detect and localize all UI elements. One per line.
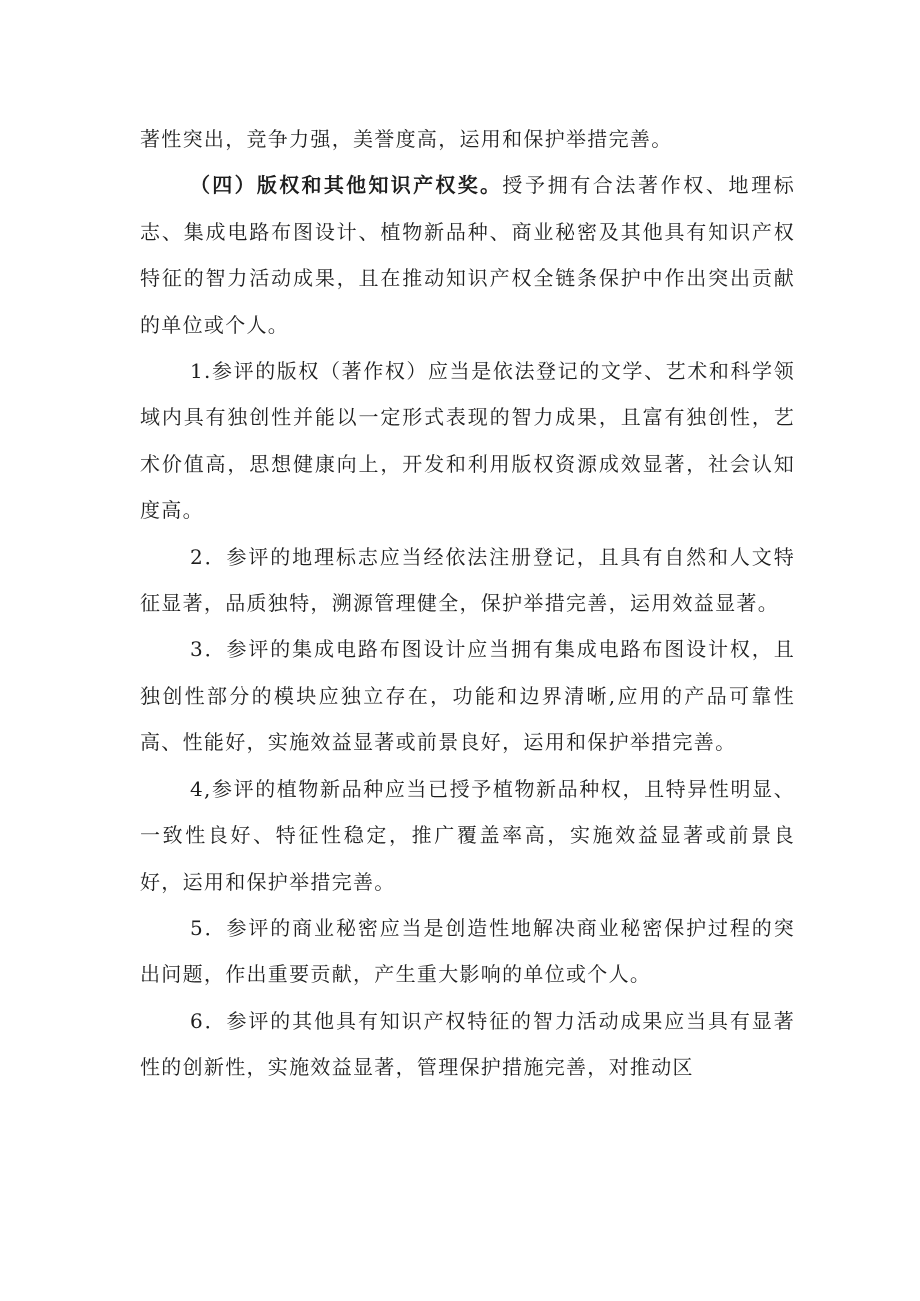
paragraph-item-trade-secret: 5．参评的商业秘密应当是创造性地解决商业秘密保护过程的突出问题，作出重要贡献，产生重大影响的单位或个人。 bbox=[140, 915, 795, 987]
paragraph-item-other-ip: 6．参评的其他具有知识产权特征的智力活动成果应当具有显著性的创新性，实施效益显著，管理保护措施完善，对推动区 bbox=[140, 1008, 795, 1080]
paragraph-continuation: 著性突出，竞争力强，美誉度高，运用和保护举措完善。 bbox=[140, 127, 673, 151]
paragraph-item-geographical-indication: 2．参评的地理标志应当经依法注册登记，且具有自然和人文特征显著，品质独特，溯源管理健全，保护举措完善，运用效益显著。 bbox=[140, 544, 795, 616]
paragraph-section-four bbox=[140, 162, 795, 348]
document-body bbox=[140, 116, 795, 1091]
paragraph-item-copyright: 1.参评的版权（著作权）应当是依法登记的文学、艺术和科学领域内具有独创性并能以一定形式表现的智力成果，且富有独创性，艺术价值高，思想健康向上，开发和利用版权资源成效显著，社会认知度高。 bbox=[140, 359, 795, 523]
paragraph-item-plant-variety: 4,参评的植物新品种应当已授予植物新品种权，且特异性明显、一致性良好、特征性稳定，推广覆盖率高，实施效益显著或前景良好，运用和保护举措完善。 bbox=[140, 776, 795, 894]
section-intro-text: 授予拥有合法著作权、地理标志、集成电路布图设计、植物新品种、商业秘密及其他具有知识产权特征的智力活动成果，且在推动知识产权全链条保护中作出突出贡献的单位或个人。 bbox=[140, 173, 795, 337]
section-heading: （四）版权和其他知识产权奖。 bbox=[190, 173, 503, 198]
paragraph-item-ic-layout-design: 3．参评的集成电路布图设计应当拥有集成电路布图设计权，且独创性部分的模块应独立存在，功能和边界清晰,应用的产品可靠性高、性能好，实施效益显著或前景良好，运用和保护举措完善。 bbox=[140, 637, 795, 755]
